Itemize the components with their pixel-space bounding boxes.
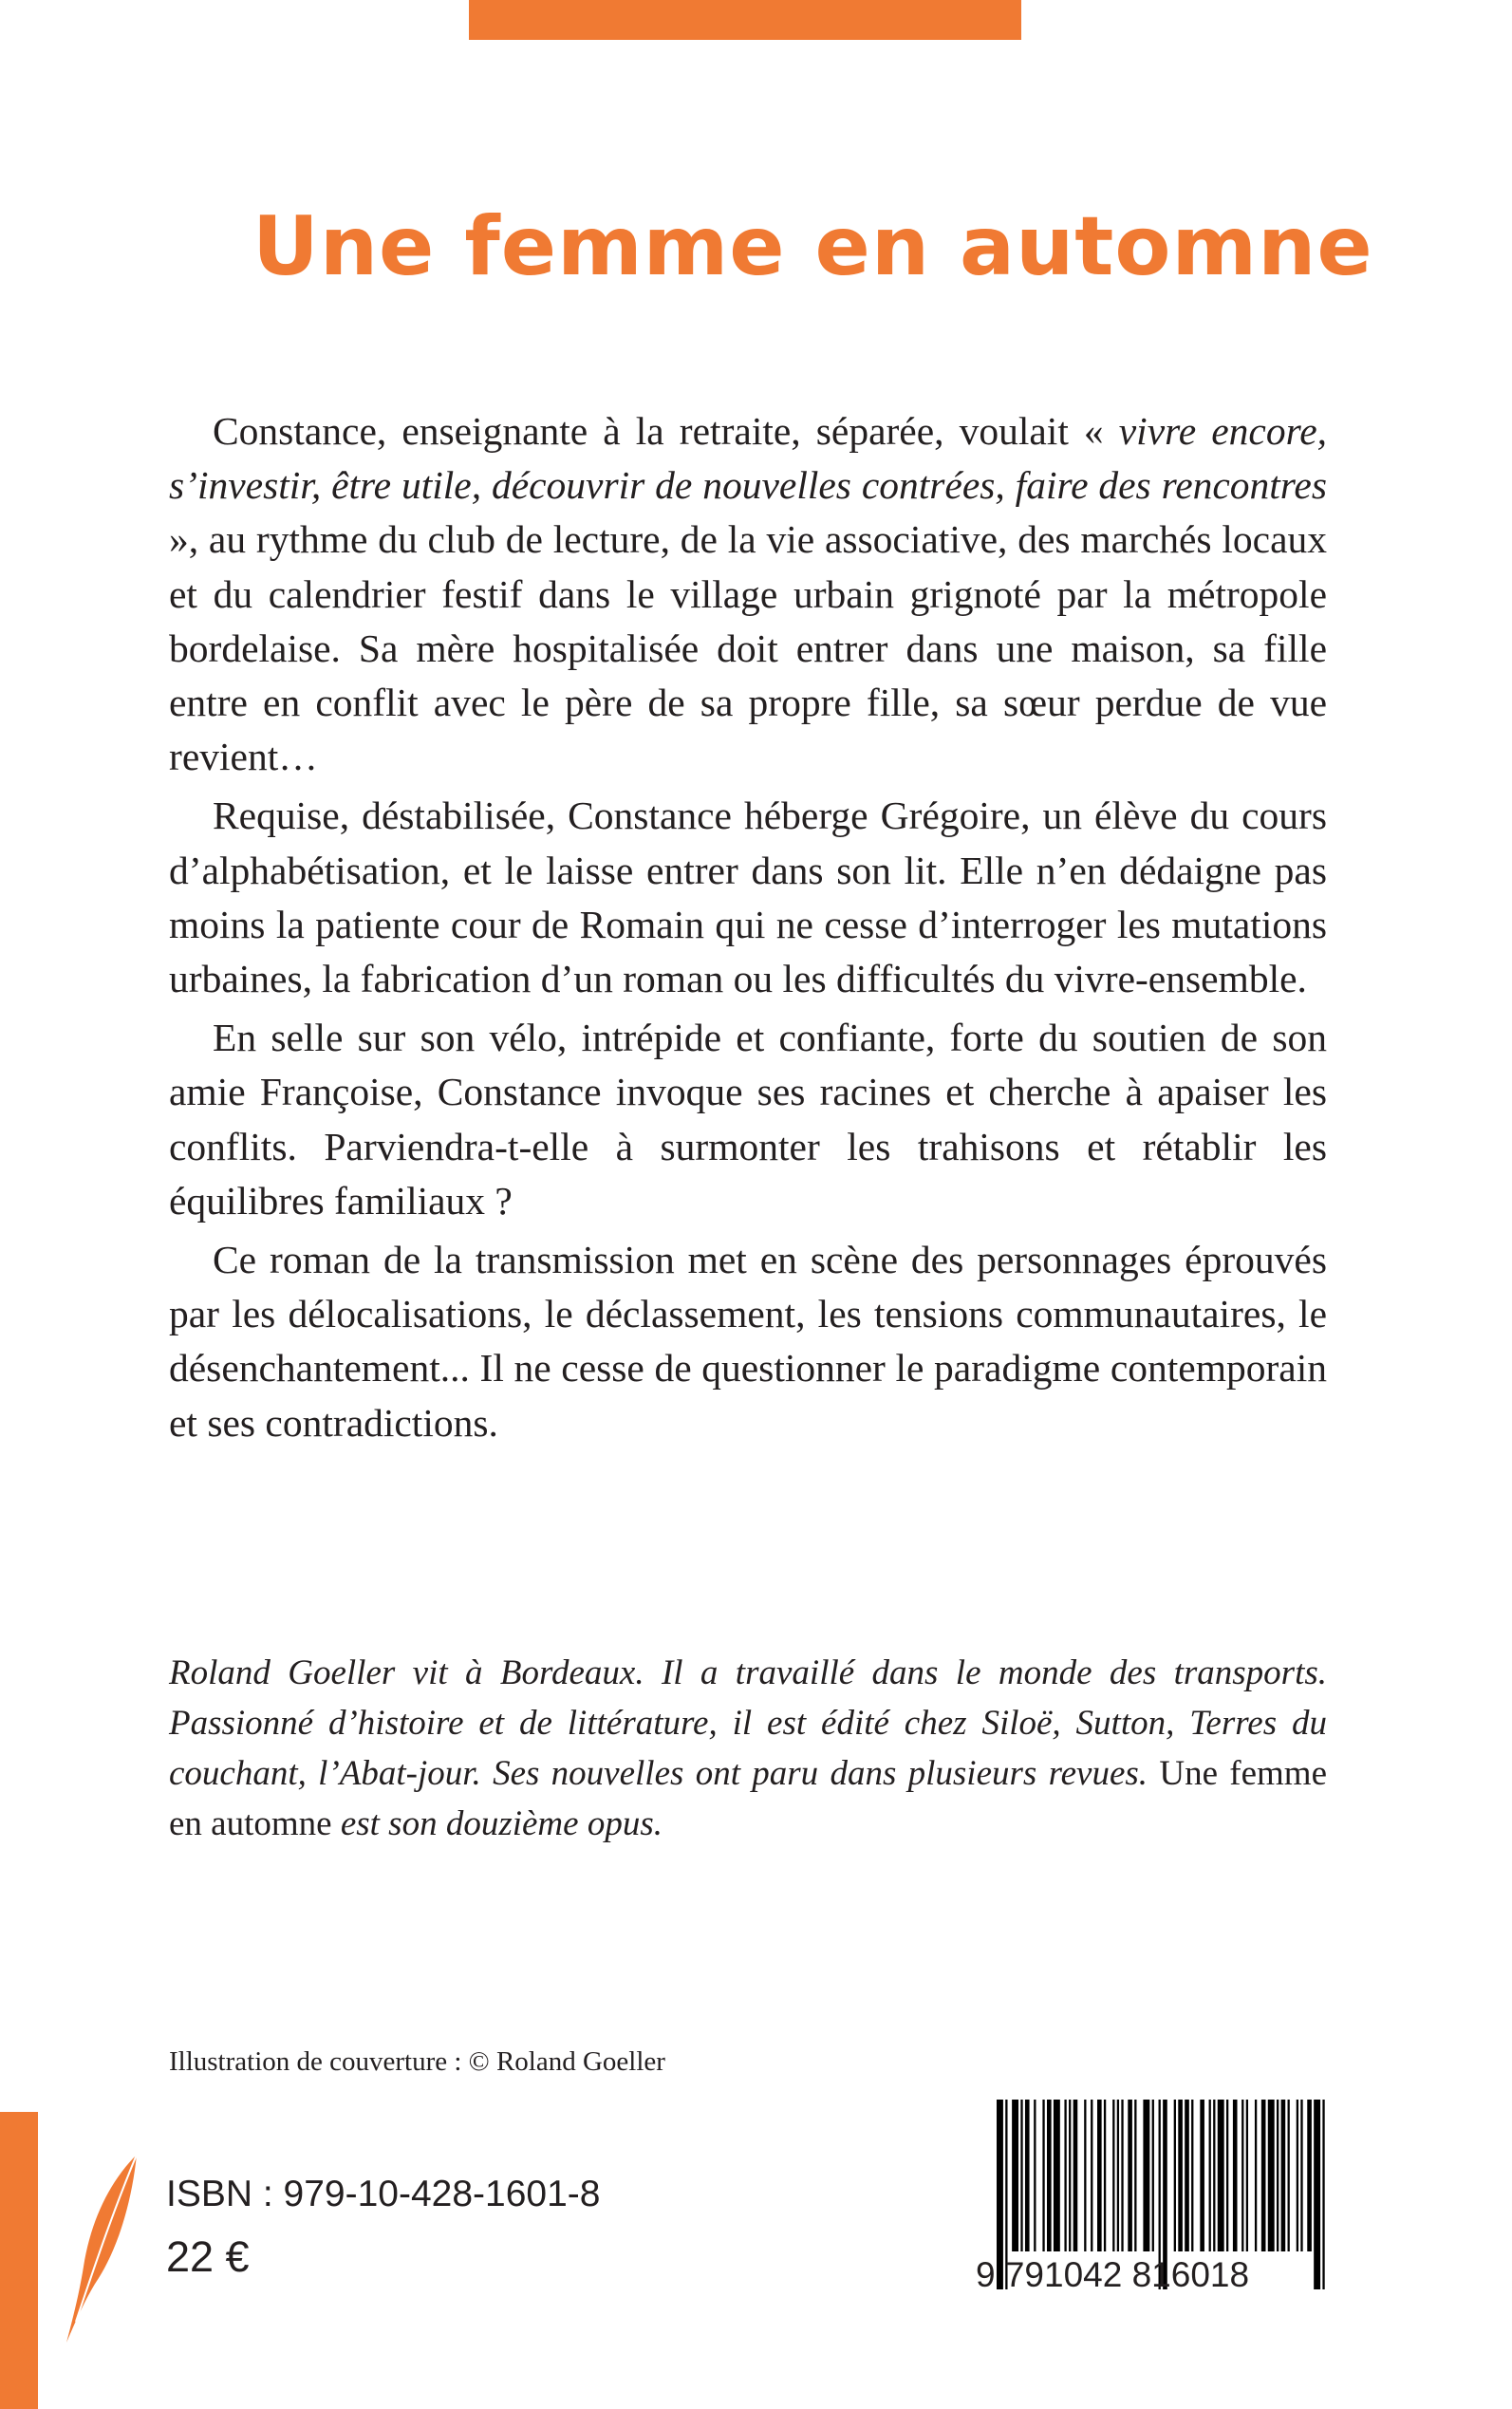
barcode-bar — [1069, 2100, 1071, 2251]
barcode-bar — [1047, 2100, 1052, 2251]
synopsis-paragraph-2: Requise, déstabilisée, Constance héberge Grégoire, un élève du cours d’alphabétisation, et le laisse entrer dans son lit. Elle n’en dédaigne pas moins la patiente cour de Romain qui ne cesse d’interroger les mutations urbaines, la fabrication d’un roman ou les difficultés du vivre-ensemble. — [169, 794, 1327, 1001]
barcode-bar — [1084, 2100, 1086, 2251]
synopsis-p1-quote: vivre encore, s’investir, être utile, découvrir de nouvelles contrées, faire des rencontres — [169, 409, 1327, 508]
author-bio-book-title: Une femme en automne — [169, 1754, 1327, 1843]
barcode-bar — [1261, 2100, 1266, 2251]
synopsis-p1-start: Constance, enseignante à la retraite, séparée, voulait « — [213, 409, 1119, 453]
barcode-bar — [1300, 2100, 1302, 2251]
barcode-bar — [1209, 2100, 1211, 2251]
barcode-bar — [1307, 2100, 1312, 2251]
barcode-bar — [1025, 2100, 1030, 2251]
book-title: Une femme en automne — [252, 199, 1373, 294]
barcode-bar — [1218, 2100, 1224, 2251]
barcode-bar — [1174, 2100, 1176, 2251]
synopsis-paragraph-4: Ce roman de la transmission met en scène des personnages éprouvés par les délocalisations, le déclassement, les tensions communautaires, le désenchantement... Il ne cesse de questionner le paradigme contemporain et ses contradictions. — [169, 1238, 1327, 1445]
top-accent-bar — [469, 0, 1021, 40]
author-bio — [169, 1648, 1327, 1849]
barcode-bar — [1143, 2100, 1149, 2251]
barcode-bar — [1042, 2100, 1044, 2251]
barcode-digits: 9 791042 816018 — [976, 2255, 1250, 2294]
barcode-bar — [1277, 2100, 1279, 2251]
barcode-bar — [1200, 2100, 1204, 2251]
author-bio-text: Roland Goeller vit à Bordeaux. Il a travaillé dans le monde des transports. Passionné d’histoire et de littérature, il est édité chez Siloë, Sutton, Terres du couchant, l’Abat-jour. Ses nouvelles ont paru dans plusieurs revues. — [169, 1653, 1327, 1793]
barcode-bar — [1255, 2100, 1257, 2251]
barcode-bar — [1073, 2100, 1078, 2251]
barcode-bar — [1064, 2100, 1066, 2251]
barcode-bar — [1178, 2100, 1183, 2251]
barcode-bar — [1091, 2100, 1092, 2251]
feather-icon — [63, 2153, 140, 2344]
barcode-bar — [1226, 2100, 1228, 2251]
barcode-bar — [1117, 2100, 1119, 2251]
barcode-bar — [1185, 2100, 1189, 2251]
barcode-bar — [1112, 2100, 1114, 2251]
barcode-bar — [1128, 2100, 1132, 2251]
barcode-bar — [1104, 2100, 1106, 2251]
synopsis-p1-end: », au rythme du club de lecture, de la vie associative, des marchés locaux et du calendrier festif dans le village urbain grignoté par la métropole bordelaise. Sa mère hospitalisée doit entrer dans une maison, sa fille entre en conflit avec le père de sa propre fille, sa sœur perdue de vue revient… — [169, 517, 1327, 779]
author-bio-tail: est son douzième opus. — [340, 1804, 663, 1843]
barcode-bar — [1012, 2100, 1018, 2251]
barcode-bar — [1054, 2100, 1060, 2251]
synopsis — [169, 404, 1327, 1455]
barcode-bar — [1097, 2100, 1102, 2251]
barcode-bar — [1246, 2100, 1248, 2251]
barcode-bar — [1034, 2100, 1036, 2251]
cover-illustration-credit: Illustration de couverture : © Roland Goeller — [169, 2046, 665, 2077]
barcode-bar — [1297, 2100, 1298, 2251]
price: 22 € — [166, 2232, 250, 2281]
barcode-bar — [1268, 2100, 1275, 2251]
barcode-bar — [1152, 2100, 1154, 2251]
barcode-bar — [1213, 2100, 1215, 2251]
isbn: ISBN : 979-10-428-1601-8 — [166, 2174, 601, 2214]
barcode-bar — [1020, 2100, 1022, 2251]
synopsis-paragraph-1 — [169, 404, 1327, 784]
barcode-bar — [1121, 2100, 1123, 2251]
barcode-bar — [1288, 2100, 1290, 2251]
barcode-bar — [1134, 2100, 1136, 2251]
synopsis-paragraph-3: En selle sur son vélo, intrépide et confiante, forte du soutien de son amie Françoise, Constance invoque ses racines et cherche à apaiser les conflits. Parviendra-t-elle à surmonter les trahisons et rétablir les équilibres familiaux ? — [169, 1016, 1327, 1223]
barcode-bar — [1233, 2100, 1238, 2251]
barcode-bar — [1281, 2100, 1286, 2251]
barcode-bar — [1191, 2100, 1193, 2251]
side-accent-bar — [0, 2112, 38, 2409]
barcode-bar — [1241, 2100, 1243, 2251]
